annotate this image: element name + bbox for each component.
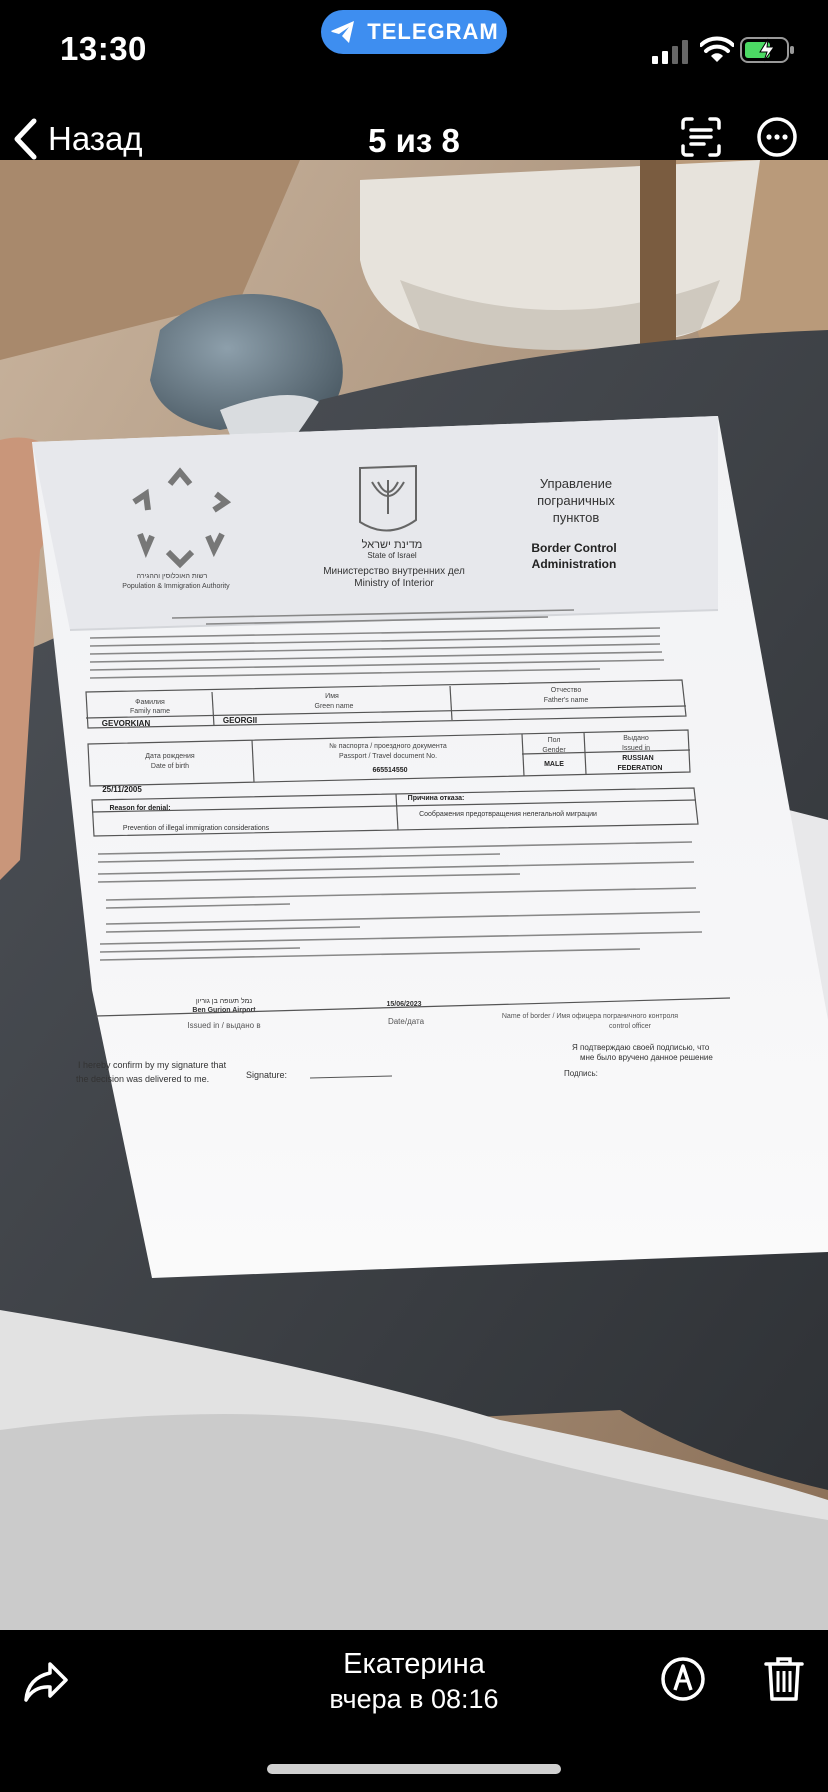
back-label: Назад [48, 120, 143, 157]
cellular-signal-icon [652, 40, 690, 64]
svg-text:Signature:: Signature: [246, 1070, 288, 1080]
svg-text:Отчество: Отчество [550, 687, 582, 694]
svg-text:Соображения предотвращения нел: Соображения предотвращения нелегальной миграции [419, 811, 597, 818]
svg-text:Пол: Пол [547, 737, 561, 744]
status-bar [0, 0, 828, 100]
svg-text:Father's name: Father's name [543, 697, 589, 704]
telegram-pill-label: TELEGRAM [367, 19, 499, 44]
svg-text:MALE: MALE [544, 761, 564, 768]
battery-charging-icon [740, 36, 796, 64]
svg-text:Green name: Green name [314, 703, 354, 710]
svg-text:Family name: Family name [129, 708, 171, 715]
svg-text:רשות האוכלוסין וההגירה: רשות האוכלוסין וההגירה [136, 573, 208, 580]
svg-text:Министерство внутренних дел: Министерство внутренних дел [323, 566, 465, 577]
svg-text:GEVORKIAN: GEVORKIAN [101, 719, 151, 728]
svg-text:Подпись:: Подпись: [564, 1069, 598, 1078]
text-recognition-icon[interactable] [680, 116, 722, 158]
svg-text:Administration: Administration [531, 557, 617, 571]
svg-text:Gender: Gender [542, 747, 566, 754]
telegram-return-pill[interactable] [321, 10, 507, 54]
svg-text:Passport / Travel document No.: Passport / Travel document No. [338, 753, 438, 760]
svg-text:Population & Immigration Autho: Population & Immigration Authority [122, 583, 230, 590]
svg-text:пограничных: пограничных [537, 493, 615, 508]
svg-text:מדינת ישראל: מדינת ישראל [361, 539, 423, 551]
svg-text:Я подтверждаю своей подписью,: Я подтверждаю своей подписью, что [572, 1043, 710, 1052]
svg-text:Reason for denial:: Reason for denial: [109, 805, 171, 812]
svg-text:Управление: Управление [539, 476, 613, 491]
svg-text:Выдано: Выдано [623, 735, 649, 742]
document-photo [0, 160, 828, 1630]
svg-text:the decision was delivered to: the decision was delivered to me. [76, 1074, 210, 1084]
wifi-icon [700, 36, 734, 64]
svg-text:FEDERATION: FEDERATION [617, 765, 663, 772]
svg-text:נמל תעופה בן גוריון: נמל תעופה בן גוריון [195, 998, 253, 1005]
svg-text:мне было вручено данное решени: мне было вручено данное решение [580, 1053, 713, 1062]
media-counter: 5 из 8 [368, 122, 460, 159]
message-datetime: вчера в 08:16 [329, 1684, 499, 1714]
telegram-plane-icon [329, 19, 357, 45]
sender-name: Екатерина [343, 1648, 485, 1680]
svg-text:15/06/2023: 15/06/2023 [386, 1001, 422, 1008]
svg-text:№ паспорта / проездного докуме: № паспорта / проездного документа [329, 743, 447, 750]
svg-text:пунктов: пунктов [552, 510, 600, 525]
svg-text:I hereby confirm by my signatu: I hereby confirm by my signature that [78, 1060, 227, 1070]
svg-text:Имя: Имя [325, 693, 339, 700]
photo-viewer[interactable] [0, 160, 828, 1630]
status-time: 13:30 [60, 30, 147, 67]
svg-text:Issued in: Issued in [621, 745, 651, 752]
svg-text:Prevention of illegal immigrat: Prevention of illegal immigration considerations [122, 825, 270, 832]
svg-text:Ben Gurion Airport: Ben Gurion Airport [192, 1007, 256, 1014]
markup-pen-icon[interactable] [660, 1656, 706, 1702]
svg-text:State of Israel: State of Israel [367, 551, 417, 560]
home-indicator[interactable] [267, 1764, 561, 1774]
svg-text:GEORGII: GEORGII [222, 716, 258, 725]
svg-text:25/11/2005: 25/11/2005 [102, 785, 142, 794]
svg-text:RUSSIAN: RUSSIAN [622, 755, 654, 762]
svg-text:Border Control: Border Control [531, 541, 617, 555]
svg-text:Фамилия: Фамилия [135, 699, 165, 706]
svg-text:Date/дата: Date/дата [387, 1017, 425, 1026]
svg-text:665514550: 665514550 [372, 767, 408, 774]
svg-text:Date of birth: Date of birth [150, 763, 190, 770]
svg-text:Причина отказа:: Причина отказа: [407, 795, 465, 802]
svg-text:Issued in / выдано в: Issued in / выдано в [187, 1021, 261, 1030]
svg-text:Дата рождения: Дата рождения [145, 753, 195, 760]
trash-icon[interactable] [764, 1656, 804, 1702]
svg-text:control officer: control officer [609, 1023, 651, 1030]
more-options-icon[interactable] [756, 116, 798, 158]
svg-text:Name of border / Имя офицера п: Name of border / Имя офицера пограничного контроля [501, 1013, 679, 1020]
svg-text:Ministry of Interior: Ministry of Interior [354, 578, 434, 589]
